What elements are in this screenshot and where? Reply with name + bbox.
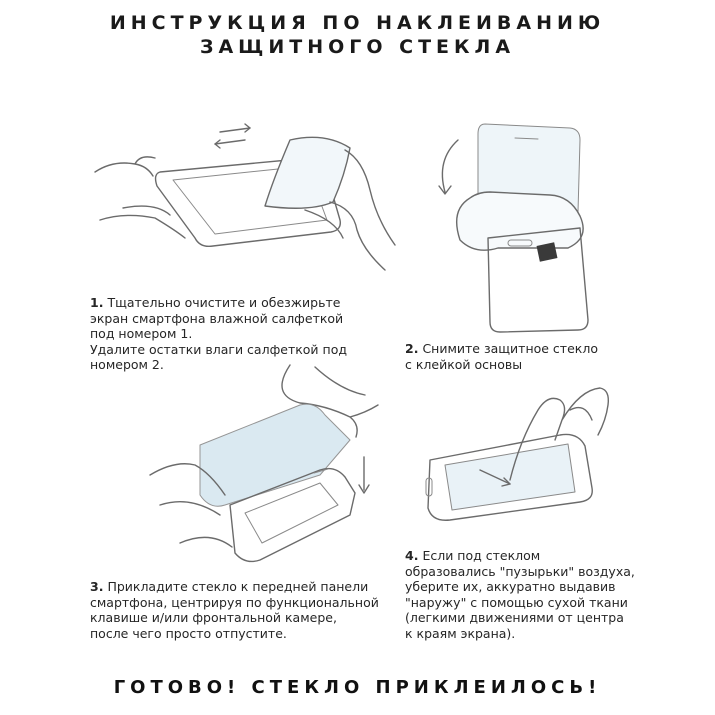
step-line: Удалите остатки влаги салфеткой под — [90, 341, 347, 357]
step-2-text — [405, 341, 598, 372]
left-hand-icon — [95, 157, 185, 238]
step-line: Приклaдите стекло к передней панели — [107, 579, 369, 594]
step-number: 4. — [405, 548, 419, 563]
step-number: 1. — [90, 295, 104, 310]
smartphone-icon — [426, 434, 592, 520]
footer-message: ГОТОВО! СТЕКЛО ПРИКЛЕИЛОСЬ! — [113, 677, 602, 698]
curved-arrow-icon — [439, 140, 458, 194]
adhesive-backing-icon — [457, 192, 583, 250]
peel-glass-illustration — [430, 120, 610, 335]
apply-glass-illustration — [150, 365, 380, 570]
step-4-text — [405, 548, 635, 641]
step-line: Тщательно очистите и обезжирьте — [107, 295, 341, 310]
step-number: 2. — [405, 341, 419, 356]
step-line: после чего просто отпустите. — [90, 625, 287, 641]
step-line: экран смартфона влажной салфеткой — [90, 310, 344, 326]
step-line: смартфона, центрируя по функциональной — [90, 594, 379, 610]
step-line: номером 2. — [90, 357, 164, 372]
step-number: 3. — [90, 579, 104, 594]
step-line: с клейкой основы — [405, 356, 523, 372]
remove-bubbles-illustration — [420, 380, 610, 525]
step-line: к краям экрана). — [405, 625, 516, 641]
cleaning-illustration — [95, 120, 395, 285]
step-line: Если под стеклом — [422, 548, 541, 563]
step-line: Снимите защитное стекло — [422, 341, 598, 356]
down-arrow-icon — [359, 457, 369, 493]
step-line: (легкими движениями от центра — [405, 610, 624, 625]
page-title-line1: ИНСТРУКЦИЯ ПО НАКЛЕИВАНИЮ — [109, 12, 606, 34]
step-line: клавише и/или фронтальной камере, — [90, 610, 337, 625]
cleaning-cloth-icon — [265, 137, 350, 208]
step-line: "наружу" с помощью сухой ткани — [405, 594, 628, 610]
step-line: образовались "пузырьки" воздуха, — [405, 563, 635, 579]
double-arrow-icon — [215, 124, 250, 148]
step-line: уберите их, аккуратно выдавив — [405, 579, 616, 594]
step-line: под номером 1. — [90, 326, 193, 341]
step-1-text — [90, 295, 347, 373]
step-3-text — [90, 579, 379, 641]
page-title-line2: ЗАЩИТНОГО СТЕКЛА — [199, 36, 516, 58]
